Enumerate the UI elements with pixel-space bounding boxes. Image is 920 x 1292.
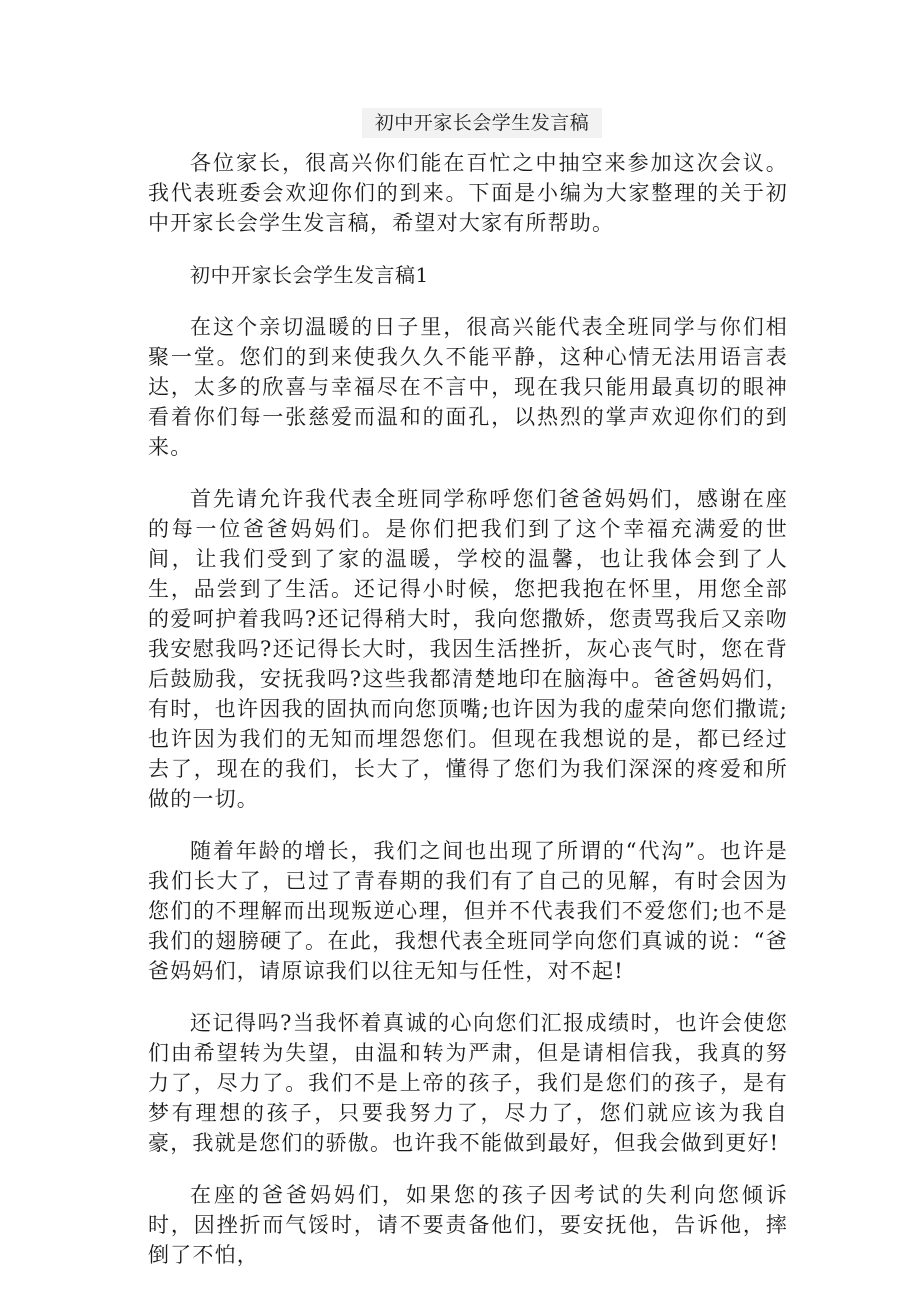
- document-title: 初中开家长会学生发言稿: [362, 108, 602, 138]
- document-body: [148, 148, 788, 1292]
- intro-paragraph: 各位家长，很高兴你们能在百忙之中抽空来参加这次会议。我代表班委会欢迎你们的到来。下面是小编为大家整理的关于初中开家长会学生发言稿，希望对大家有所帮助。: [148, 151, 788, 235]
- body-paragraph: 在座的爸爸妈妈们，如果您的孩子因考试的失利向您倾诉时，因挫折而气馁时，请不要责备他们，要安抚他，告诉他，摔倒了不怕，: [148, 1183, 788, 1267]
- body-paragraph: 在这个亲切温暖的日子里，很高兴能代表全班同学与你们相聚一堂。您们的到来使我久久不能平静，这种心情无法用语言表达，太多的欣喜与幸福尽在不言中，现在我只能用最真切的眼神看着你们每一张慈爱而温和的面孔，以热烈的掌声欢迎你们的到来。: [148, 315, 788, 459]
- section-heading: 初中开家长会学生发言稿1: [190, 263, 429, 287]
- body-paragraph: 随着年龄的增长，我们之间也出现了所谓的“代沟”。也许是我们长大了，已过了青春期的我们有了自己的见解，有时会因为您们的不理解而出现叛逆心理，但并不代表我们不爱您们;也不是我们的翅膀硬了。在此，我想代表全班同学向您们真诚的说：“爸爸妈妈们，请原谅我们以往无知与任性，对不起!: [148, 839, 788, 983]
- body-paragraph: 首先请允许我代表全班同学称呼您们爸爸妈妈们，感谢在座的每一位爸爸妈妈们。是你们把我们到了这个幸福充满爱的世间，让我们受到了家的温暖，学校的温馨，也让我体会到了人生，品尝到了生活。还记得小时候，您把我抱在怀里，用您全部的爱呵护着我吗?还记得稍大时，我向您撒娇，您责骂我后又亲吻我安慰我吗?还记得长大时，我因生活挫折，灰心丧气时，您在背后鼓励我，安抚我吗?这些我都清楚地印在脑海中。爸爸妈妈们，有时，也许因我的固执而向您顶嘴;也许因为我的虚荣向您们撒谎;也许因为我们的无知而埋怨您们。但现在我想说的是，都已经过去了，现在的我们，长大了，懂得了您们为我们深深的疼爱和所做的一切。: [148, 487, 788, 811]
- body-paragraph: 还记得吗?当我怀着真诚的心向您们汇报成绩时，也许会使您们由希望转为失望，由温和转为严肃，但是请相信我，我真的努力了，尽力了。我们不是上帝的孩子，我们是您们的孩子，是有梦有理想的孩子，只要我努力了，尽力了，您们就应该为我自豪，我就是您们的骄傲。也许我不能做到最好，但我会做到更好!: [148, 1011, 788, 1155]
